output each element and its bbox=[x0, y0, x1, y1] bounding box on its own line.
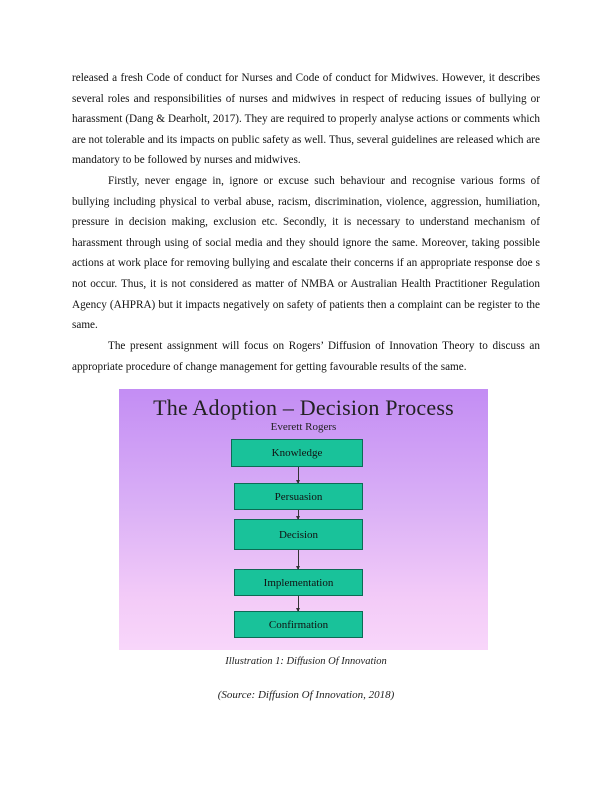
paragraph-3: The present assignment will focus on Rogers’ Diffusion of Innovation Theory to discuss an appropriate procedure of change management for getting favourable results of the same. bbox=[72, 340, 540, 373]
step-confirmation: Confirmation bbox=[234, 611, 363, 638]
figure-title: The Adoption – Decision Process bbox=[153, 395, 454, 420]
step-persuasion: Persuasion bbox=[234, 483, 363, 510]
step-knowledge: Knowledge bbox=[231, 439, 363, 467]
arrow-down-icon bbox=[298, 596, 299, 611]
arrow-down-icon bbox=[298, 510, 299, 519]
paragraph-1: released a fresh Code of conduct for Nurses and Code of conduct for Midwives. However, it describes several roles and responsibilities of nurses and midwives in respect of reducing issues of bullying or harassment (Dang & Dearholt, 2017). They are required to properly analyse actions or comments which are not tolerable and its impacts on public safety as well. Thus, several guidelines are released which are mandatory to be followed by nurses and midwives. bbox=[72, 72, 540, 167]
figure-caption: Illustration 1: Diffusion Of Innovation bbox=[225, 656, 387, 665]
figure-subtitle: Everett Rogers bbox=[270, 421, 337, 433]
step-decision: Decision bbox=[234, 519, 363, 550]
arrow-down-icon bbox=[298, 467, 299, 483]
adoption-decision-figure bbox=[119, 389, 488, 650]
paragraph-2: Firstly, never engage in, ignore or excuse such behaviour and recognise various forms of bullying including physical to verbal abuse, racism, discrimination, violence, aggression, humiliation, pressure in decision making, exclusion etc. Secondly, it is necessary to understand mechanism of harassment through using of social media and they should ignore the same. Moreover, taking possible actions at work place for removing bullying and escalate their concerns if an appropriate response doe s not occur. Thus, it is not considered as matter of NMBA or Australian Health Practitioner Regulation Agency (AHPRA) but it impacts negatively on safety of patients then a complaint can be register to the same. bbox=[72, 175, 540, 332]
arrow-down-icon bbox=[298, 550, 299, 569]
figure-source: (Source: Diffusion Of Innovation, 2018) bbox=[217, 689, 395, 701]
step-implementation: Implementation bbox=[234, 569, 363, 596]
